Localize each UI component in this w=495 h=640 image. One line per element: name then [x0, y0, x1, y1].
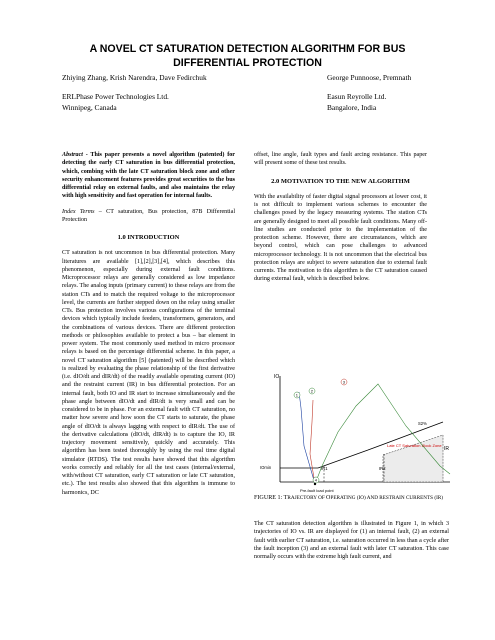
caption-part-b: RAJECTORY OF: [287, 495, 327, 501]
marker-4-label: 4: [314, 477, 318, 483]
right-column: [254, 151, 427, 291]
ir1-label: IR1: [321, 466, 328, 471]
index-terms-label: Index Terms: [62, 208, 95, 215]
index-terms: [62, 208, 235, 225]
introduction-paragraph: CT saturation is not uncommon in bus differential protection. Many literatures are available [1],[2],[3],[4], which describes this phenomenon, especially during external fault conditions. Microprocessor relays are generally considered as low impedance relays. The analog inputs (primary current) to these relays are from the station CTs and to match the required voltage to the microprocessor level, the currents are further stepped down on the relay using smaller CTs. Bus protection involves various configurations of the terminal devices which typically include feeders, transformers, generators, and the combinations of various devices. There are different protection methods or philosophies available to protect a bus – bar element in power system. The most commonly used method in micro processor relays is based on the percentage differential scheme. In this paper, a novel CT saturation algorithm [5] (patented) will be described which is realized by evaluating the phase relationship of the first derivative (i.e. dIO/dt and dIR/dt) of the readily available operating current (IO) and the restraint current (IR) in bus differential protection. For an internal fault, both IO and IR start to increase simultaneously and the phase angle between dIO/dt and dIR/dt is very small and can be considered to be in phase. For an external fault with CT saturation, no matter how severe and how soon the CT starts to saturate, the phase angle of dIO/dt is always lagging with respect to dIR/dt. The use of the derivative calculations (dIO/dt, dIR/dt) is to capture the IO, IR trajectory movement sensitively, quickly and accurately. This algorithm has been tested thoroughly by using the real time digital simulator (RTDS). The test results have showed that this algorithm works correctly and reliably for all the test cases (internal/external, with/without CT saturation, early CT saturation or late CT saturation, etc.). The test results also showed that this algorithm is immune to harmonics, DC: [62, 250, 235, 496]
section-heading-introduction: 1.0 INTRODUCTION: [117, 234, 180, 241]
caption-part-c: O: [326, 495, 331, 501]
figure-caption: [254, 494, 449, 502]
index-terms-text: – CT saturation, Bus protection, 87B Differential Protection: [62, 208, 236, 223]
prefault-label: Pre-fault load point: [300, 488, 334, 493]
paper-title: [40, 42, 455, 70]
caption-part-a: FIGURE 1: T: [254, 495, 288, 501]
marker-1-label: 1: [295, 392, 299, 398]
abstract-text: - This paper presents a novel algorithm (patented) for detecting the early CT saturation in bus differential protection, which, combing with the late CT saturation block zone and other security enhancement features provides great securities to the bus differential relay on external faults, and also maintains the relay with high sensitivity and fast operation for internal faults.: [62, 152, 235, 200]
city-right: Bangalore, India: [327, 103, 377, 112]
y-axis-label: IO: [274, 374, 280, 380]
title-line-1: A NOVEL CT SATURATION DETECTION ALGORITHM FOR BUS: [89, 43, 406, 55]
x-axis-label: IR: [444, 446, 449, 452]
continuation-paragraph: offset, line angle, fault types and fault arcing resistance. This paper will present some of these test results.: [254, 152, 427, 167]
motivation-paragraph: With the availability of faster digital signal processors at lower cost, it is not difficult to implement various schemes to encounter the challenges posed by the legacy measuring systems. The station CTs are generally designed to meet all possible fault conditions. Many off-line studies are conducted prior to the implementation of the protection scheme. However, there are circumstances, which are beyond control, which can pose challenges to advanced microprocessor technology. It is not uncommon that the electrical bus protection relays are subject to severe saturation due to external fault currents. The motivation to this algorithm is the CT saturation caused during external fault, which is described below.: [254, 193, 427, 283]
slope-label: S2%: [418, 421, 427, 426]
figure-1: [258, 370, 454, 494]
figure-discussion-paragraph: The CT saturation detection algorithm is illustrated in Figure 1, in which 3 trajectories of IO vs. IR are displayed for (1) an internal fault, (2) an external fault with earlier CT saturation, i.e. saturation occurred in less than a cycle after the fault inception (3) and an external fault with later CT saturation. This case normally occurs with the extreme high fault current, and: [254, 521, 449, 560]
abstract: [62, 151, 235, 201]
caption-part-d: PERATING (IO) AND RESTRAIN CURRENTS (IR): [330, 495, 443, 501]
author-names-right: George Punnoose, Premnath: [327, 73, 412, 82]
title-line-2: DIFFERENTIAL PROTECTION: [173, 57, 322, 69]
trajectory-2: [310, 400, 315, 484]
abstract-label: Abstract: [62, 152, 83, 158]
affiliation-left: ERLPhase Power Technologies Ltd.: [62, 92, 169, 101]
section-heading-motivation: 2.0 MOTIVATION TO THE NEW ALGORITHM: [271, 177, 410, 185]
prefault-point: [314, 483, 316, 485]
authors-right-block: [327, 72, 411, 113]
iomin-label: IOmin: [260, 465, 272, 470]
city-left: Winnipeg, Canada: [62, 103, 117, 112]
authors-left-block: [62, 72, 207, 113]
ir2-label: IR2: [379, 466, 386, 471]
affiliation-right: Easun Reyrolle Ltd.: [327, 92, 387, 101]
trajectory-diagram: [258, 370, 454, 494]
marker-2-label: 2: [310, 388, 314, 394]
left-column: [62, 151, 235, 504]
block-zone-label: Late CT Saturation Block Zone: [387, 443, 442, 448]
marker-3-label: 3: [342, 379, 346, 385]
author-names-left: Zhiying Zhang, Krish Narendra, Dave Fedirchuk: [62, 73, 207, 82]
